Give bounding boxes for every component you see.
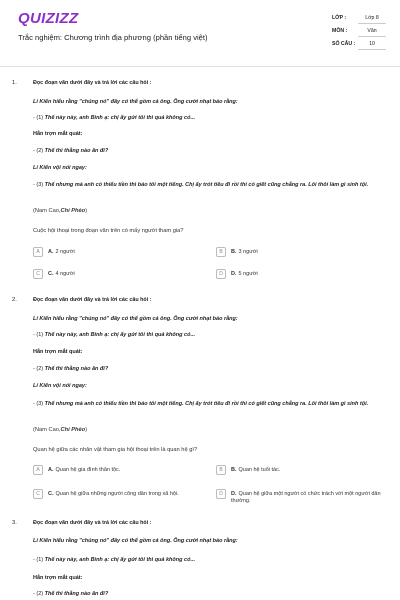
passage-line-5: Lí Kiến vội nói ngay: (33, 165, 87, 171)
worksheet-title: Trắc nghiệm: Chương trình địa phương (phần tiếng việt) (18, 33, 208, 42)
meta-subject-value: Văn (358, 26, 386, 37)
source-close: ) (85, 427, 88, 433)
speech-text: Thế thì thằng nào ăn đi? (44, 148, 109, 154)
question-prompt: Cuộc hội thoại trong đoạn văn trên có mấy người tham gia? (33, 228, 184, 234)
passage-line-3: Hắn trợn mắt quát: (33, 131, 83, 137)
passage-line-6 (33, 182, 388, 190)
passage-line-5: Lí Kiến vội nói ngay: (33, 383, 87, 389)
speech-text: Thế thì thằng nào ăn đi? (44, 591, 109, 597)
speech-text: Thế nhưng mà anh có thiếu tiền thì bảo tôi một tiếng. Chị ấy trót tiêu đi rồi thì có giết cũng chẳng ra. Lôi thôi làm gì sinh tội. (44, 182, 369, 188)
speech-marker: - (2) (33, 148, 45, 154)
speech-marker: - (2) (33, 366, 45, 372)
passage-line-4 (33, 148, 388, 156)
option-letter: C. (48, 271, 54, 277)
option-label: 4 người (55, 271, 75, 277)
meta-grade-value: Lớp 8 (358, 13, 386, 24)
option-text (231, 467, 400, 474)
option-text (48, 271, 223, 278)
passage-line-3: Hắn trợn mắt quát: (33, 349, 83, 355)
passage-line-6 (33, 401, 388, 409)
option-letter: A. (48, 249, 54, 255)
option-label: 2 người (55, 249, 75, 255)
speech-text: Thế này này, anh Binh ạ: chị ấy gửi tôi thì quả không có... (44, 332, 196, 338)
option-label: 5 người (238, 271, 258, 277)
speech-marker: - (3) (33, 401, 45, 407)
speech-marker: - (3) (33, 182, 45, 188)
worksheet-meta (328, 12, 388, 51)
source-author: (Nam Cao, (33, 208, 61, 214)
worksheet-header (0, 0, 400, 60)
option-label: 3 người (238, 249, 258, 255)
option-box[interactable]: B (216, 247, 226, 257)
passage-line-4 (33, 591, 388, 599)
meta-subject (328, 25, 388, 38)
option-text (231, 249, 400, 256)
option-box[interactable]: C (33, 489, 43, 499)
meta-grade (328, 12, 388, 25)
question-prompt: Quan hệ giữa các nhân vật tham gia hội thoại trên là quan hệ gì? (33, 447, 198, 453)
quizizz-logo: QUIZIZZ (18, 10, 79, 27)
question-heading: Đọc đoạn văn dưới đây và trả lời các câu hỏi : (33, 297, 152, 303)
speech-marker: - (1) (33, 557, 45, 563)
speech-marker: - (1) (33, 332, 45, 338)
option-label: Quan hệ tuổi tác. (238, 467, 281, 473)
option-box[interactable]: C (33, 269, 43, 279)
passage-line-4 (33, 366, 388, 374)
meta-grade-label: LỚP : (332, 15, 347, 21)
meta-count (328, 38, 388, 51)
option-letter: D. (231, 491, 237, 497)
option-label: Quan hệ giữa một người có chức trách với một người dân thường. (231, 491, 381, 505)
passage-line-2 (33, 332, 388, 340)
question-heading: Đọc đoạn văn dưới đây và trả lời các câu hỏi : (33, 80, 152, 86)
option-box[interactable]: A (33, 247, 43, 257)
source-title: Chí Phèo (60, 208, 86, 214)
option-text (48, 467, 223, 474)
passage-line-3: Hắn trợn mắt quát: (33, 575, 83, 581)
question-number: 3. (12, 520, 17, 526)
passage-source (33, 208, 388, 216)
option-box[interactable]: B (216, 465, 226, 475)
option-text (48, 491, 208, 498)
meta-count-value: 10 (358, 39, 386, 50)
option-letter: C. (48, 491, 54, 497)
option-box[interactable]: A (33, 465, 43, 475)
question-heading: Đọc đoạn văn dưới đây và trả lời các câu hỏi : (33, 520, 152, 526)
source-author: (Nam Cao, (33, 427, 61, 433)
option-label: Quan hệ gia đình thân tộc. (55, 467, 121, 473)
speech-text: Thế này này, anh Binh ạ: chị ấy gửi tôi thì quả không có... (44, 115, 196, 121)
meta-count-label: SỐ CÂU : (332, 41, 356, 47)
option-box[interactable]: D (216, 489, 226, 499)
passage-line-2 (33, 557, 388, 565)
passage-line-1: Lí Kiến hiểu rằng "chúng nó" đây có thể gồm cả ông. Ông cười nhạt bảo rằng: (33, 99, 238, 105)
speech-text: Thế nhưng mà anh có thiếu tiền thì bảo tôi một tiếng. Chị ấy trót tiêu đi rồi thì có giết cũng chẳng ra. Lôi thôi làm gì sinh tội. (44, 401, 369, 407)
passage-line-2 (33, 115, 388, 123)
passage-line-1: Lí Kiến hiểu rằng "chúng nó" đây có thể gồm cả ông. Ông cười nhạt bảo rằng: (33, 538, 238, 544)
option-text (231, 491, 396, 506)
option-letter: D. (231, 271, 237, 277)
option-letter: B. (231, 467, 237, 473)
question-number: 2. (12, 297, 17, 303)
question-number: 1. (12, 80, 17, 86)
header-divider (0, 66, 400, 67)
option-text (231, 271, 400, 278)
source-title: Chí Phèo (60, 427, 86, 433)
source-close: ) (85, 208, 88, 214)
option-label: Quan hệ giữa những người công dân trong xã hội. (55, 491, 179, 497)
speech-text: Thế này này, anh Binh ạ: chị ấy gửi tôi thì quả không có... (44, 557, 196, 563)
passage-line-1: Lí Kiến hiểu rằng "chúng nó" đây có thể gồm cả ông. Ông cười nhạt bảo rằng: (33, 316, 238, 322)
speech-text: Thế thì thằng nào ăn đi? (44, 366, 109, 372)
option-text (48, 249, 223, 256)
speech-marker: - (1) (33, 115, 45, 121)
option-box[interactable]: D (216, 269, 226, 279)
meta-subject-label: MÔN : (332, 28, 348, 34)
option-letter: B. (231, 249, 237, 255)
speech-marker: - (2) (33, 591, 45, 597)
option-letter: A. (48, 467, 54, 473)
passage-source (33, 427, 388, 435)
